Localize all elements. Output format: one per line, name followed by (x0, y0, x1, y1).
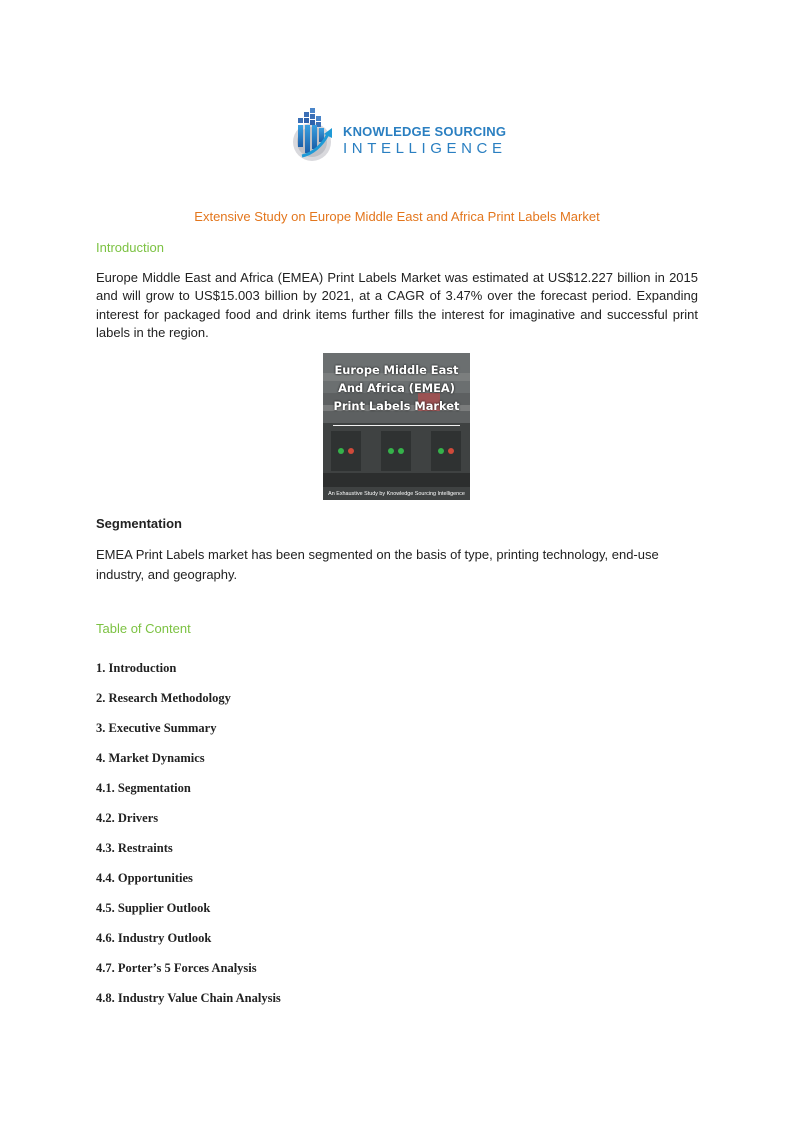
cover-footer: An Exhaustive Study by Knowledge Sourcing Intelligence (328, 491, 465, 497)
cover-title-line: Europe Middle East (334, 363, 459, 377)
logo-wordmark (343, 124, 507, 157)
table-of-contents (96, 660, 281, 1020)
toc-item: 4.2. Drivers (96, 811, 159, 825)
toc-item: 3. Executive Summary (96, 721, 217, 735)
toc-item: 1. Introduction (96, 661, 177, 675)
report-cover-image (323, 353, 470, 500)
toc-item: 4. Market Dynamics (96, 751, 205, 765)
company-logo (290, 104, 510, 166)
toc-item: 4.4. Opportunities (96, 871, 193, 885)
toc-item: 4.3. Restraints (96, 841, 173, 855)
segmentation-heading: Segmentation (96, 516, 182, 531)
globe-bar-chart-arrow-icon (290, 104, 342, 166)
introduction-heading: Introduction (96, 240, 164, 255)
cover-title (323, 361, 470, 415)
toc-item: 4.5. Supplier Outlook (96, 901, 211, 915)
cover-divider (333, 425, 460, 426)
toc-item: 4.6. Industry Outlook (96, 931, 212, 945)
toc-item: 4.8. Industry Value Chain Analysis (96, 991, 281, 1005)
toc-item: 4.7. Porter’s 5 Forces Analysis (96, 961, 257, 975)
logo-line1: KNOWLEDGE SOURCING (343, 124, 507, 139)
cover-title-line: Print Labels Market (333, 399, 460, 413)
segmentation-paragraph: EMEA Print Labels market has been segmented on the basis of type, printing technology, end-use industry, and geography. (96, 547, 659, 582)
cover-title-line: And Africa (EMEA) (338, 381, 455, 395)
toc-heading: Table of Content (96, 621, 191, 636)
document-title: Extensive Study on Europe Middle East and Africa Print Labels Market (194, 209, 600, 224)
introduction-paragraph: Europe Middle East and Africa (EMEA) Print Labels Market was estimated at US$12.227 billion in 2015 and will grow to US$15.003 billion by 2021, at a CAGR of 3.47% over the forecast period. Expanding interest for packaged food and drink items further fills the interest for imaginative and successful print labels in the region. (96, 270, 698, 340)
toc-item: 4.1. Segmentation (96, 781, 191, 795)
toc-item: 2. Research Methodology (96, 691, 231, 705)
logo-line2: INTELLIGENCE (343, 140, 507, 157)
